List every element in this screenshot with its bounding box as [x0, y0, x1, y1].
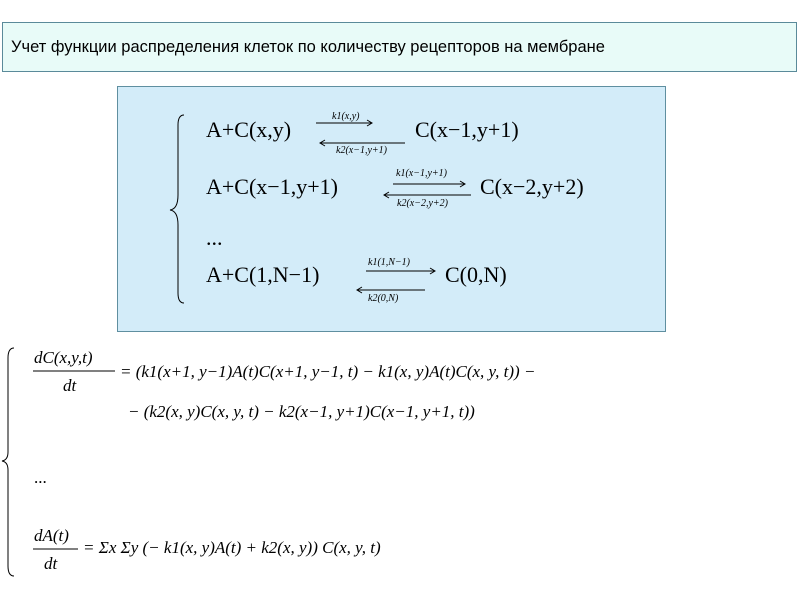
reaction-1-left: A+C(x,y)	[206, 117, 292, 142]
eq1-lhs-denominator: dt	[63, 376, 77, 395]
eq1-rhs-line2: − (k2(x, y)C(x, y, t) − k2(x−1, y+1)C(x−1, y+1, t))	[128, 402, 475, 421]
eq1-lhs-numerator: dC(x,y,t)	[34, 348, 93, 367]
reaction-3-k-backward: k2(0,N)	[368, 293, 399, 304]
reaction-1-right: C(x−1,y+1)	[415, 117, 519, 142]
reaction-1-k-backward: k2(x−1,y+1)	[336, 145, 387, 156]
reaction-3-left: A+C(1,N−1)	[206, 262, 320, 287]
reaction-2-right: C(x−2,y+2)	[480, 174, 584, 199]
eq2-rhs: = Σx Σy (− k1(x, y)A(t) + k2(x, y)) C(x, y, t)	[83, 538, 381, 557]
eq1-rhs-line1: = (k1(x+1, y−1)A(t)C(x+1, y−1, t) − k1(x, y)A(t)C(x, y, t)) −	[120, 362, 536, 381]
reaction-ellipsis: ...	[206, 225, 223, 250]
reaction-1-k-forward: k1(x,y)	[332, 111, 360, 122]
reaction-2-left: A+C(x−1,y+1)	[206, 174, 338, 199]
reaction-2-k-backward: k2(x−2,y+2)	[397, 198, 448, 209]
reaction-3-k-forward: k1(1,N−1)	[368, 257, 411, 268]
equations-ellipsis: ...	[34, 468, 47, 487]
reaction-2-k-forward: k1(x−1,y+1)	[396, 168, 447, 179]
eq2-lhs-numerator: dA(t)	[34, 526, 69, 545]
reaction-3-right: C(0,N)	[445, 262, 507, 287]
eq2-lhs-denominator: dt	[44, 554, 58, 573]
slide-title: Учет функции распределения клеток по количеству рецепторов на мембране	[11, 38, 605, 56]
